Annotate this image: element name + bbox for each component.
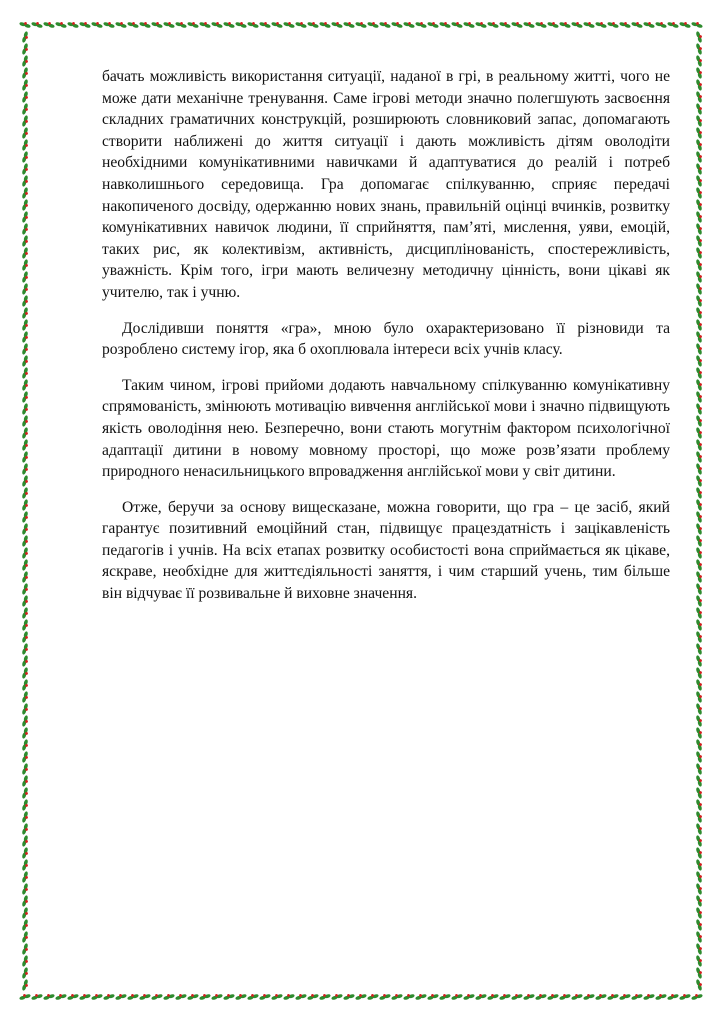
holly-leaf-icon (43, 992, 56, 1000)
holly-leaf-icon (21, 931, 29, 944)
holly-leaf-icon (583, 20, 596, 28)
holly-leaf-icon (211, 20, 224, 28)
holly-leaf-icon (695, 247, 703, 260)
holly-leaf-icon (21, 655, 29, 668)
holly-leaf-icon (21, 343, 29, 356)
holly-leaf-icon (695, 175, 703, 188)
holly-leaf-icon (695, 103, 703, 116)
holly-leaf-icon (439, 992, 452, 1000)
holly-leaf-icon (21, 415, 29, 428)
holly-leaf-icon (21, 127, 29, 140)
holly-leaf-icon (21, 871, 29, 884)
holly-leaf-icon (695, 235, 703, 248)
holly-leaf-icon (523, 20, 536, 28)
holly-leaf-icon (21, 907, 29, 920)
holly-leaf-icon (695, 871, 703, 884)
holly-leaf-icon (21, 67, 29, 80)
holly-leaf-icon (695, 967, 703, 980)
holly-leaf-icon (451, 20, 464, 28)
holly-leaf-icon (655, 992, 668, 1000)
holly-leaf-icon (163, 20, 176, 28)
holly-leaf-icon (43, 20, 56, 28)
holly-leaf-icon (21, 43, 29, 56)
holly-leaf-icon (21, 199, 29, 212)
holly-leaf-icon (695, 787, 703, 800)
holly-leaf-icon (695, 199, 703, 212)
holly-border-right (692, 18, 706, 1004)
holly-leaf-icon (695, 931, 703, 944)
holly-leaf-icon (175, 20, 188, 28)
holly-leaf-icon (21, 571, 29, 584)
holly-leaf-icon (403, 20, 416, 28)
holly-leaf-icon (55, 20, 68, 28)
holly-leaf-icon (21, 883, 29, 896)
holly-leaf-icon (21, 271, 29, 284)
holly-leaf-icon (31, 20, 44, 28)
holly-leaf-icon (21, 523, 29, 536)
holly-leaf-icon (571, 20, 584, 28)
holly-leaf-icon (247, 20, 260, 28)
holly-leaf-icon (695, 499, 703, 512)
holly-leaf-icon (571, 992, 584, 1000)
holly-leaf-icon (679, 20, 692, 28)
holly-leaf-icon (463, 20, 476, 28)
holly-leaf-icon (21, 187, 29, 200)
holly-leaf-icon (695, 115, 703, 128)
holly-leaf-icon (695, 571, 703, 584)
holly-leaf-icon (139, 992, 152, 1000)
holly-leaf-icon (695, 127, 703, 140)
holly-leaf-icon (21, 535, 29, 548)
holly-leaf-icon (695, 583, 703, 596)
holly-leaf-icon (487, 992, 500, 1000)
holly-leaf-icon (139, 20, 152, 28)
holly-leaf-icon (21, 547, 29, 560)
holly-leaf-icon (21, 511, 29, 524)
holly-leaf-icon (127, 992, 140, 1000)
holly-leaf-icon (695, 763, 703, 776)
holly-leaf-icon (211, 992, 224, 1000)
holly-leaf-icon (695, 367, 703, 380)
holly-leaf-icon (695, 391, 703, 404)
holly-leaf-icon (643, 20, 656, 28)
holly-leaf-icon (695, 703, 703, 716)
holly-leaf-icon (695, 427, 703, 440)
holly-leaf-icon (695, 43, 703, 56)
holly-leaf-icon (695, 67, 703, 80)
holly-leaf-icon (21, 31, 29, 44)
holly-leaf-icon (21, 775, 29, 788)
holly-leaf-icon (559, 992, 572, 1000)
holly-leaf-icon (235, 992, 248, 1000)
holly-leaf-icon (187, 20, 200, 28)
holly-leaf-icon (695, 667, 703, 680)
document-body (102, 66, 670, 619)
holly-leaf-icon (475, 20, 488, 28)
holly-leaf-icon (79, 20, 92, 28)
holly-leaf-icon (535, 20, 548, 28)
holly-leaf-icon (21, 403, 29, 416)
holly-leaf-icon (695, 739, 703, 752)
holly-leaf-icon (499, 20, 512, 28)
holly-leaf-icon (695, 943, 703, 956)
holly-leaf-icon (427, 20, 440, 28)
holly-leaf-icon (439, 20, 452, 28)
holly-border-top (18, 18, 706, 32)
holly-leaf-icon (187, 992, 200, 1000)
holly-leaf-icon (103, 992, 116, 1000)
holly-leaf-icon (21, 667, 29, 680)
holly-leaf-icon (21, 223, 29, 236)
holly-leaf-icon (695, 355, 703, 368)
holly-leaf-icon (559, 20, 572, 28)
holly-leaf-icon (547, 992, 560, 1000)
holly-leaf-icon (21, 91, 29, 104)
holly-leaf-icon (695, 835, 703, 848)
holly-leaf-icon (21, 247, 29, 260)
holly-leaf-icon (379, 20, 392, 28)
holly-leaf-icon (21, 895, 29, 908)
holly-leaf-icon (511, 20, 524, 28)
holly-leaf-icon (695, 403, 703, 416)
holly-leaf-icon (21, 739, 29, 752)
holly-leaf-icon (21, 943, 29, 956)
holly-leaf-icon (695, 211, 703, 224)
holly-leaf-icon (295, 992, 308, 1000)
holly-leaf-icon (163, 992, 176, 1000)
holly-leaf-icon (695, 715, 703, 728)
holly-leaf-icon (403, 992, 416, 1000)
holly-leaf-icon (695, 907, 703, 920)
paragraph: Дослідивши поняття «гра», мною було охарактеризовано її різновиди та розроблено систему ігор, яка б охоплювала інтереси всіх учнів класу. (102, 319, 670, 359)
holly-leaf-icon (21, 967, 29, 980)
holly-leaf-icon (295, 20, 308, 28)
holly-leaf-icon (21, 367, 29, 380)
holly-leaf-icon (523, 992, 536, 1000)
holly-leaf-icon (695, 979, 703, 992)
holly-leaf-icon (21, 691, 29, 704)
holly-leaf-icon (595, 20, 608, 28)
holly-leaf-icon (21, 583, 29, 596)
holly-leaf-icon (695, 883, 703, 896)
holly-leaf-icon (21, 919, 29, 932)
holly-leaf-icon (511, 992, 524, 1000)
holly-leaf-icon (415, 992, 428, 1000)
holly-leaf-icon (21, 259, 29, 272)
holly-leaf-icon (21, 211, 29, 224)
holly-leaf-icon (21, 979, 29, 992)
holly-leaf-icon (21, 295, 29, 308)
holly-leaf-icon (67, 20, 80, 28)
holly-leaf-icon (695, 343, 703, 356)
holly-leaf-icon (21, 307, 29, 320)
holly-leaf-icon (695, 751, 703, 764)
holly-leaf-icon (695, 643, 703, 656)
holly-leaf-icon (695, 859, 703, 872)
holly-leaf-icon (21, 559, 29, 572)
holly-leaf-icon (475, 992, 488, 1000)
holly-leaf-icon (667, 992, 680, 1000)
holly-leaf-icon (21, 823, 29, 836)
holly-leaf-icon (695, 691, 703, 704)
holly-leaf-icon (247, 992, 260, 1000)
holly-leaf-icon (199, 992, 212, 1000)
holly-leaf-icon (607, 20, 620, 28)
holly-leaf-icon (21, 451, 29, 464)
holly-leaf-icon (199, 20, 212, 28)
holly-leaf-icon (21, 463, 29, 476)
holly-leaf-icon (307, 992, 320, 1000)
holly-leaf-icon (21, 175, 29, 188)
holly-leaf-icon (21, 355, 29, 368)
holly-leaf-icon (655, 20, 668, 28)
holly-leaf-icon (695, 847, 703, 860)
holly-leaf-icon (451, 992, 464, 1000)
holly-leaf-icon (695, 895, 703, 908)
holly-leaf-icon (695, 451, 703, 464)
paragraph: Таким чином, ігрові прийоми додають навчальному спілкуванню комунікативну спрямованість, змінюють мотивацію вивчення англійської мови і значно підвищують якість оволодіння нею. Безперечно, вони стають могутнім фактором психологічної адаптації дитини в новому мовному просторі, що може розв’язати проблему природного ненасильницького впровадження англійської мови у світ дитини. (102, 376, 670, 481)
holly-leaf-icon (695, 655, 703, 668)
holly-leaf-icon (21, 139, 29, 152)
holly-leaf-icon (695, 379, 703, 392)
holly-leaf-icon (21, 163, 29, 176)
holly-leaf-icon (21, 331, 29, 344)
holly-leaf-icon (695, 955, 703, 968)
holly-leaf-icon (151, 20, 164, 28)
holly-leaf-icon (31, 992, 44, 1000)
holly-leaf-icon (127, 20, 140, 28)
holly-leaf-icon (21, 631, 29, 644)
holly-leaf-icon (619, 992, 632, 1000)
holly-leaf-icon (21, 751, 29, 764)
holly-leaf-icon (21, 235, 29, 248)
holly-leaf-icon (21, 427, 29, 440)
paragraph: бачать можливість використання ситуації, наданої в грі, в реальному житті, чого не може дати механічне тренування. Саме ігрові методи значно полегшують засвоєння складних граматичних конструкцій, розширюють словниковий запас, допомагають створити наближені до життя ситуації і дають можливість дітям оволодіти необхідними комунікативними навичками й адаптуватися до реалій і потреб навколишнього середовища. Гра допомагає спілкуванню, сприяє передачі накопиченого досвіду, одержанню нових знань, правильній оцінці вчинків, розвитку комунікативних навичок людини, її сприйняття, пам’яті, мислення, уяви, емоцій, таких рис, як колективізм, активність, дисциплінованість, спостережливість, уважність. Крім того, ігри мають величезну методичну цінність, вони цікаві як учителю, так і учню. (102, 68, 670, 301)
holly-leaf-icon (21, 643, 29, 656)
holly-leaf-icon (695, 271, 703, 284)
holly-leaf-icon (283, 992, 296, 1000)
holly-leaf-icon (271, 992, 284, 1000)
holly-leaf-icon (695, 55, 703, 68)
holly-leaf-icon (695, 223, 703, 236)
holly-leaf-icon (21, 703, 29, 716)
holly-leaf-icon (547, 20, 560, 28)
holly-leaf-icon (343, 992, 356, 1000)
holly-leaf-icon (21, 835, 29, 848)
holly-leaf-icon (695, 823, 703, 836)
holly-leaf-icon (21, 103, 29, 116)
holly-leaf-icon (391, 20, 404, 28)
holly-leaf-icon (21, 715, 29, 728)
holly-leaf-icon (21, 847, 29, 860)
holly-leaf-icon (283, 20, 296, 28)
holly-leaf-icon (115, 20, 128, 28)
holly-leaf-icon (619, 20, 632, 28)
holly-leaf-icon (695, 511, 703, 524)
holly-leaf-icon (535, 992, 548, 1000)
holly-leaf-icon (259, 992, 272, 1000)
holly-leaf-icon (499, 992, 512, 1000)
holly-leaf-icon (91, 20, 104, 28)
holly-leaf-icon (115, 992, 128, 1000)
holly-leaf-icon (67, 992, 80, 1000)
holly-leaf-icon (695, 679, 703, 692)
holly-leaf-icon (21, 811, 29, 824)
holly-leaf-icon (331, 992, 344, 1000)
holly-leaf-icon (21, 727, 29, 740)
holly-leaf-icon (631, 20, 644, 28)
holly-leaf-icon (679, 992, 692, 1000)
holly-leaf-icon (695, 139, 703, 152)
paragraph: Отже, беручи за основу вищесказане, можна говорити, що гра – це засіб, який гарантує позитивний емоційний стан, підвищує працездатність і зацікавленість педагогів і учнів. На всіх етапах розвитку особистості вона сприймається як цікаве, яскраве, необхідне для життєдіяльності заняття, і чим старший учень, тим більше він відчуває її розвивальне й виховне значення. (102, 498, 670, 603)
holly-leaf-icon (21, 499, 29, 512)
holly-leaf-icon (21, 859, 29, 872)
holly-leaf-icon (319, 20, 332, 28)
holly-leaf-icon (695, 439, 703, 452)
holly-leaf-icon (271, 20, 284, 28)
holly-leaf-icon (21, 475, 29, 488)
holly-leaf-icon (695, 151, 703, 164)
holly-leaf-icon (79, 992, 92, 1000)
holly-leaf-icon (21, 955, 29, 968)
holly-leaf-icon (21, 79, 29, 92)
holly-leaf-icon (695, 31, 703, 44)
holly-leaf-icon (151, 992, 164, 1000)
holly-leaf-icon (103, 20, 116, 28)
holly-leaf-icon (643, 992, 656, 1000)
holly-leaf-icon (21, 763, 29, 776)
holly-leaf-icon (695, 595, 703, 608)
holly-leaf-icon (21, 115, 29, 128)
holly-leaf-icon (695, 463, 703, 476)
holly-leaf-icon (695, 163, 703, 176)
holly-leaf-icon (695, 331, 703, 344)
holly-leaf-icon (695, 619, 703, 632)
holly-leaf-icon (367, 20, 380, 28)
holly-leaf-icon (21, 55, 29, 68)
holly-leaf-icon (695, 79, 703, 92)
holly-leaf-icon (21, 439, 29, 452)
holly-leaf-icon (695, 727, 703, 740)
holly-leaf-icon (695, 319, 703, 332)
holly-leaf-icon (415, 20, 428, 28)
holly-leaf-icon (695, 607, 703, 620)
holly-leaf-icon (695, 307, 703, 320)
holly-leaf-icon (695, 295, 703, 308)
holly-leaf-icon (487, 20, 500, 28)
holly-leaf-icon (695, 283, 703, 296)
holly-leaf-icon (667, 20, 680, 28)
holly-leaf-icon (631, 992, 644, 1000)
holly-leaf-icon (463, 992, 476, 1000)
holly-leaf-icon (695, 631, 703, 644)
holly-leaf-icon (55, 992, 68, 1000)
holly-leaf-icon (695, 559, 703, 572)
holly-leaf-icon (695, 775, 703, 788)
holly-leaf-icon (223, 20, 236, 28)
holly-leaf-icon (695, 415, 703, 428)
holly-leaf-icon (21, 487, 29, 500)
holly-leaf-icon (379, 992, 392, 1000)
holly-leaf-icon (21, 607, 29, 620)
holly-leaf-icon (21, 151, 29, 164)
holly-leaf-icon (259, 20, 272, 28)
holly-leaf-icon (21, 679, 29, 692)
holly-leaf-icon (367, 992, 380, 1000)
holly-leaf-icon (695, 811, 703, 824)
holly-leaf-icon (427, 992, 440, 1000)
holly-leaf-icon (319, 992, 332, 1000)
holly-leaf-icon (695, 535, 703, 548)
holly-leaf-icon (391, 992, 404, 1000)
holly-leaf-icon (695, 259, 703, 272)
holly-leaf-icon (355, 992, 368, 1000)
holly-leaf-icon (595, 992, 608, 1000)
holly-leaf-icon (21, 595, 29, 608)
holly-leaf-icon (21, 619, 29, 632)
holly-leaf-icon (583, 992, 596, 1000)
holly-leaf-icon (695, 487, 703, 500)
holly-leaf-icon (175, 992, 188, 1000)
holly-leaf-icon (21, 787, 29, 800)
holly-leaf-icon (695, 187, 703, 200)
holly-border-bottom (18, 990, 706, 1004)
holly-leaf-icon (607, 992, 620, 1000)
holly-leaf-icon (21, 799, 29, 812)
holly-leaf-icon (235, 20, 248, 28)
holly-border-left (18, 18, 32, 1004)
holly-leaf-icon (343, 20, 356, 28)
holly-leaf-icon (307, 20, 320, 28)
holly-leaf-icon (21, 391, 29, 404)
holly-leaf-icon (695, 475, 703, 488)
holly-leaf-icon (331, 20, 344, 28)
holly-leaf-icon (21, 319, 29, 332)
holly-leaf-icon (695, 919, 703, 932)
holly-leaf-icon (91, 992, 104, 1000)
holly-leaf-icon (223, 992, 236, 1000)
holly-leaf-icon (695, 523, 703, 536)
holly-leaf-icon (695, 91, 703, 104)
holly-leaf-icon (695, 547, 703, 560)
holly-leaf-icon (21, 283, 29, 296)
holly-leaf-icon (355, 20, 368, 28)
holly-leaf-icon (695, 799, 703, 812)
holly-leaf-icon (21, 379, 29, 392)
